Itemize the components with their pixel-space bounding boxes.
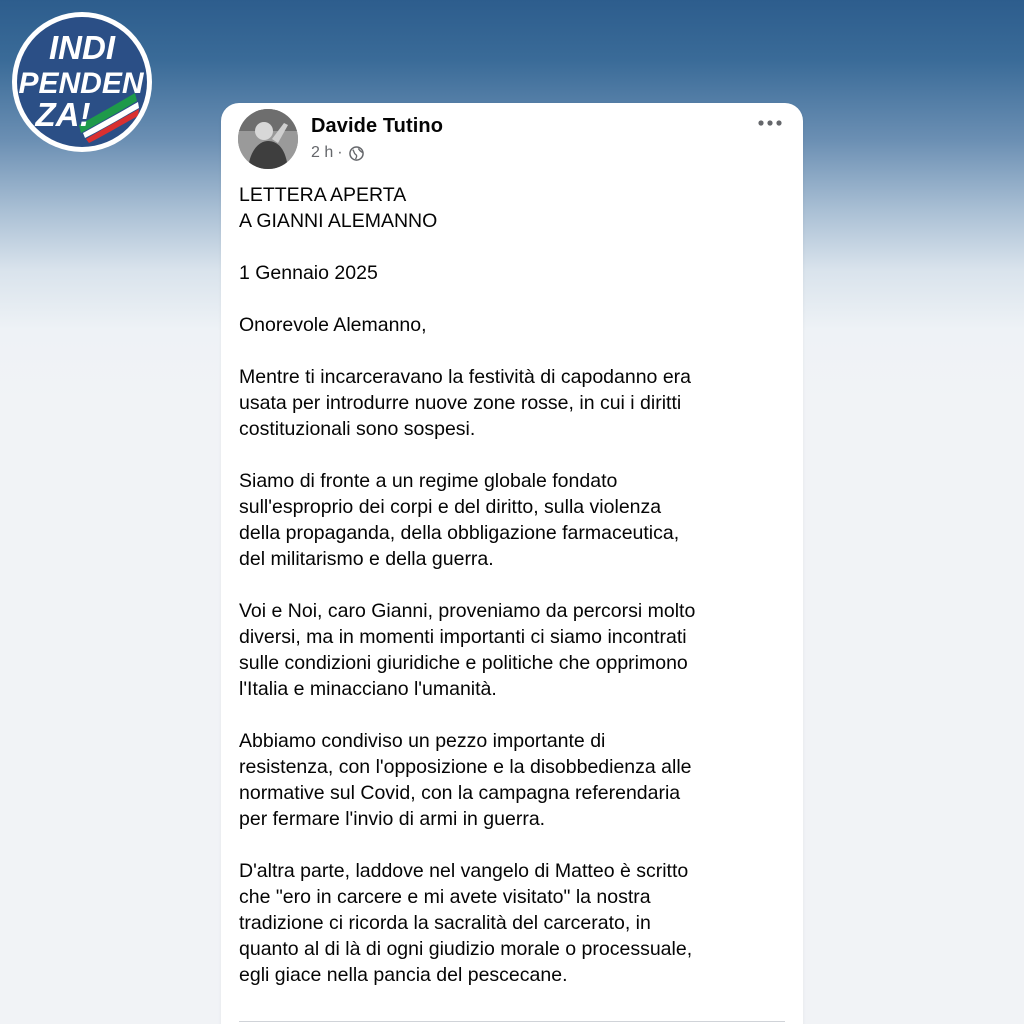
logo-graphic	[17, 17, 147, 147]
post-paragraph: Mentre ti incarceravano la festività di capodanno era usata per introdurre nuove zone rosse, in cui i diritti costituzionali sono sospesi.	[239, 366, 692, 440]
post-paragraph-salutation: Onorevole Alemanno,	[239, 314, 427, 336]
post-time[interactable]: 2 h	[311, 144, 334, 161]
author-avatar[interactable]	[238, 109, 298, 169]
indipendenza-logo	[12, 12, 152, 152]
post-paragraph: Voi e Noi, caro Gianni, proveniamo da percorsi molto diversi, ma in momenti importanti ci siamo incontrati sulle condizioni giuridiche e politiche che opprimono l'Italia e minacciano l'umanità.	[239, 600, 696, 700]
post-card	[221, 103, 803, 1024]
post-body	[239, 182, 794, 1014]
post-paragraph: Siamo di fronte a un regime globale fondato sull'esproprio dei corpi e del diritto, sulla violenza della propaganda, della obbligazione farmaceutica, del militarismo e della guerra.	[239, 470, 680, 570]
post-paragraph: D'altra parte, laddove nel vangelo di Matteo è scritto che "ero in carcere e mi avete visitato" la nostra tradizione ci ricorda la sacralità del carcerato, in quanto al di là di ogni giudizio morale o processuale, egli giace nella pancia del pescecane.	[239, 860, 693, 986]
logo-line-1: INDI	[49, 29, 115, 66]
author-name[interactable]: Davide Tutino	[311, 115, 444, 137]
post-paragraph-heading: LETTERA APERTA A GIANNI ALEMANNO	[239, 184, 438, 232]
post-paragraph: Abbiamo condiviso un pezzo importante di resistenza, con l'opposizione e la disobbedienza alle normative sul Covid, con la campagna referendaria per fermare l'invio di armi in guerra.	[239, 730, 692, 830]
logo-line-2: PENDEN	[18, 67, 144, 100]
post-divider	[239, 1021, 785, 1022]
globe-icon	[349, 146, 364, 161]
logo-badge	[17, 17, 147, 147]
more-options-icon[interactable]	[756, 113, 784, 133]
post-paragraph-date: 1 Gennaio 2025	[239, 262, 378, 284]
logo-line-3: ZA!	[35, 96, 91, 133]
post-meta	[311, 144, 364, 162]
meta-separator: ·	[337, 144, 343, 161]
